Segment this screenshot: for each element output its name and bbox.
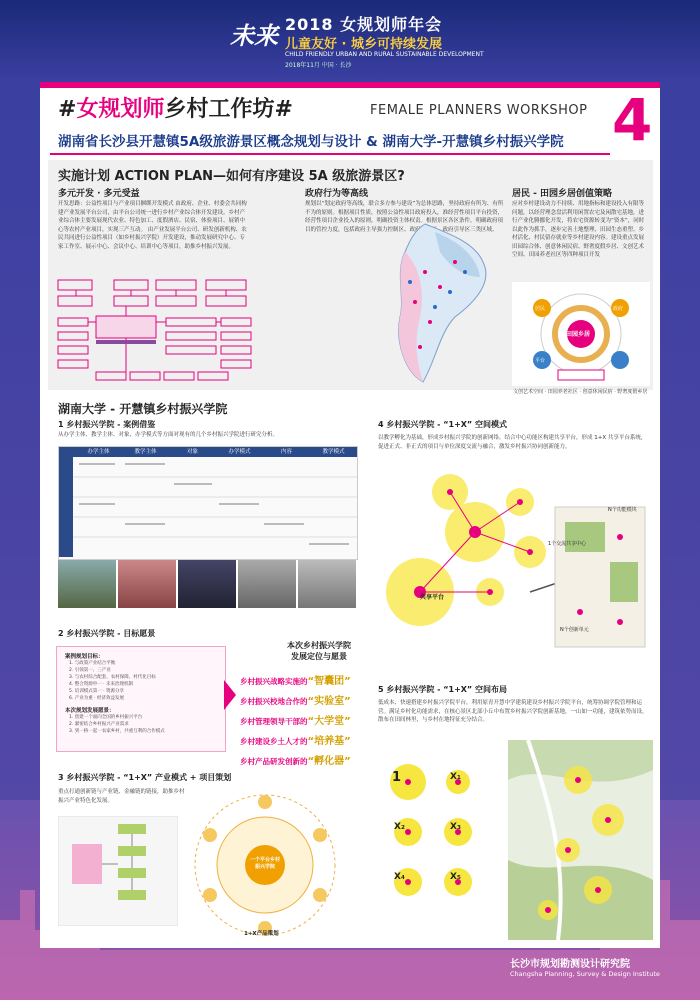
- vision-title-line1: 本次乡村振兴学院: [287, 641, 351, 650]
- case-goal-2: 2. 引领第一、三产业: [69, 668, 111, 673]
- project-label-3: 创意休闲民宿: [582, 389, 613, 395]
- project-label-1: 文创艺术空间: [513, 389, 544, 395]
- case-goal-4: 4. 整合资源申一 · 未来治理机制: [69, 682, 134, 687]
- vision-line-5: [240, 752, 390, 772]
- th-audience: 对象: [186, 449, 198, 455]
- case-goals-title: 案例规划目标：: [65, 654, 104, 660]
- plan-goal-1: 1. 创建一个面向全国的乡村振兴平台: [69, 715, 143, 720]
- plan-goal-2: 2. 紧密结合乡村振兴产业需求: [69, 722, 129, 727]
- vision-list: [240, 672, 390, 772]
- case-goal-3: 3. 与农村综合配套、农村保障、村代化目标: [69, 675, 156, 680]
- diagram-label-government: 政府: [613, 306, 624, 312]
- case-table-header: [59, 447, 357, 457]
- space-label-modules: N个功能模块: [608, 507, 637, 513]
- plan-goals-list: [69, 714, 225, 735]
- th-teaching-body: 教学主体: [134, 449, 157, 455]
- goals-box: [56, 646, 226, 752]
- photo-campus: [58, 560, 116, 608]
- poster-en-title: FEMALE PLANNERS WORKSHOP: [370, 103, 588, 118]
- wheel-caption: 1+X产品策划: [244, 931, 279, 937]
- vision-line-4: [240, 732, 390, 752]
- photo-gate: [118, 560, 176, 608]
- case-goals-list: [69, 660, 225, 702]
- project-label-2: 田园养老社区: [547, 389, 578, 395]
- th-teaching-mode: 教学模式: [322, 449, 345, 455]
- top-accent-bar: [40, 82, 660, 88]
- masterplan-map: [508, 740, 653, 940]
- space-label-units: N个创新单元: [560, 627, 589, 633]
- th-content: 内容: [280, 449, 292, 455]
- diagram-center-label: 田园乡居: [566, 331, 591, 338]
- institute-name: 长沙市规划勘测设计研究院: [510, 959, 630, 970]
- photo-ceremony: [178, 560, 236, 608]
- col2-text-top: 规划以“划定政府等高线，联合多方参与建设”为总体思路，坚持政府有所为、有所不为的原则。根据项目性质，按照公益性项目政府投入，准经营性项目平台投资，经营性项目企业投入的原则，明确投资主体权责。根据景区各区条件，明确政府项目的管控力度，包括政府主导强力控制区、政府控制区、政府引导区三类区域。: [305, 201, 504, 233]
- plan-goal-3: 3. 到一桥一起一农家乡村，共重互利的合作模式: [69, 729, 165, 734]
- layout-label-x5: X₅: [450, 872, 461, 882]
- vision-line-3: [240, 712, 390, 732]
- section2-title: 2 乡村振兴学院 - 目标愿景: [58, 629, 156, 638]
- col3-title: 居民 - 田园乡居创值策略: [512, 189, 613, 199]
- vision-line-2: [240, 692, 390, 712]
- case-table-body: [59, 457, 357, 557]
- space-label-center: 1个交流共享中心: [548, 541, 587, 547]
- case-photo-strip: [58, 560, 356, 608]
- section4-title: 4 乡村振兴学院 - “1+X” 空间模式: [378, 420, 507, 429]
- col2-title: 政府行为等高线: [305, 189, 369, 199]
- section5-title: 5 乡村振兴学院 - “1+X” 空间布局: [378, 685, 507, 694]
- industry-model-chart: [58, 816, 178, 926]
- vision-em-1: “智囊团”: [307, 676, 351, 687]
- layout-label-x3: X₃: [450, 822, 461, 832]
- plan-goals-title: 本次规划发展愿景：: [65, 708, 115, 714]
- vision-prefix-4: 乡村建设乡土人才的: [240, 737, 308, 746]
- vision-em-5: “孵化器”: [307, 756, 351, 767]
- goals-arrow-icon: [224, 680, 236, 710]
- poster-subtitle: 湖南省长沙县开慧镇5A级旅游景区概念规划与设计 & 湖南大学-开慧镇乡村振兴学院: [58, 134, 564, 150]
- vision-prefix-3: 乡村管理领导干部的: [240, 717, 308, 726]
- section1-title: 1 乡村振兴学院 - 案例借鉴: [58, 420, 156, 429]
- conference-en-subtitle: CHILD FRIENDLY URBAN AND RURAL SUSTAINABLE DEVELOPMENT: [285, 51, 484, 58]
- wheel-center-label: 一个平台乡村振兴学院: [249, 857, 280, 870]
- vision-em-2: “实验室”: [307, 696, 351, 707]
- th-organizer: 办学主体: [87, 449, 110, 455]
- vision-prefix-5: 乡村产品研发创新的: [240, 757, 308, 766]
- poster-title: [58, 92, 293, 123]
- vision-prefix-2: 乡村振兴校地合作的: [240, 697, 308, 706]
- vision-em-4: “培养基”: [307, 736, 351, 747]
- photo-plaque: [298, 560, 356, 608]
- diagram-label-projects: 文创艺术空间 · 田园养老社区 · 创意休闲民宿 · 野奢度假乡居: [513, 389, 648, 395]
- title-hash: #: [58, 97, 77, 122]
- conference-title: 2018 女规划师年会: [285, 15, 443, 34]
- poster-number: 4: [612, 86, 653, 154]
- conference-logo: 未来: [230, 21, 278, 50]
- layout-label-x2: X₂: [394, 822, 405, 832]
- vision-title: [254, 640, 384, 662]
- vision-title-line2: 发展定位与愿景: [291, 652, 347, 661]
- case-table: [58, 446, 358, 560]
- development-flowchart: [56, 278, 256, 384]
- institute-en-name: Changsha Planning, Survey & Design Institute: [510, 970, 660, 978]
- conference-subtitle: 儿童友好 · 城乡可持续发展: [285, 37, 442, 52]
- section3-text: 重点打通创新链与产业链、金融链的链接，助推乡村振兴产业特色化发展。: [58, 789, 185, 804]
- title-highlight: 女规划师: [76, 97, 165, 122]
- photo-meeting: [238, 560, 296, 608]
- case-goal-6: 6. 产业为重 · 经济效益发展: [69, 696, 125, 701]
- case-goal-5: 5. 培训模式第一 · 资源分享: [69, 689, 125, 694]
- vision-prefix-1: 乡村振兴战略实施的: [240, 677, 308, 686]
- action-plan-heading: 实施计划 ACTION PLAN—如何有序建设 5A 级旅游景区?: [58, 169, 405, 184]
- space-label-platform: 共享平台: [420, 594, 445, 601]
- diagram-label-platform: 平台: [535, 358, 546, 364]
- col1-text: 开发思路：公益性项目与产业项目捆绑开发模式 由政府、企业、村委会共同构建产业发展平台公司，由平台公司统一进行乡村产业综合体开发建设。乡村产业综合体主要发展现代农业、特色加工、度假酒店、民宿、体验项目、展销中心等农村产业项目，实现三产互动。 由产业发展平台公司、研发创新机构、农民共同进行公益性项目（如乡村振兴学院）开发建设，推动发展研究中心、专家工作室、展示中心、会议中心、培训中心等项目，助推乡村振兴发展。: [58, 201, 247, 250]
- vision-em-3: “大学堂”: [307, 716, 351, 727]
- project-label-4: 野奢度假乡居: [617, 389, 648, 395]
- th-mode: 办学模式: [228, 449, 251, 455]
- col1-title: 多元开发 · 多元受益: [58, 189, 140, 199]
- layout-label-1: 1: [392, 770, 402, 785]
- layout-label-x4: X₄: [394, 872, 405, 882]
- title-rest: 乡村工作坊#: [164, 97, 293, 122]
- conference-date: 2018年11月 中国 · 长沙: [285, 62, 352, 69]
- academy-heading: 湖南大学 - 开慧镇乡村振兴学院: [58, 402, 228, 416]
- layout-label-x1: X₁: [450, 772, 461, 782]
- diagram-label-residents: 居民: [535, 306, 546, 312]
- case-goal-1: 1. 与政策产业结合平衡: [69, 661, 116, 666]
- vision-line-1: [240, 672, 390, 692]
- section5-text: 低成本、快速搭建乡村振兴学院平台，利用原青开慧中学建筑建设乡村振兴学院平台，统筹协调学院管理和运营。满足乡村化功能需求，在核心景区北部小丘中布置乡村振兴学院创新基地，一山如一功能，建筑依势而设，散布在田间林里，与乡村在地特征充分结合。: [378, 700, 648, 723]
- control-zones-map: [365, 222, 505, 387]
- title-divider: [50, 153, 610, 155]
- col3-text: 应对乡村建设动力不持续、用地指标和建设投入有限等问题，以经营理念盘活利用闲置农宅及闲散宅基地，进行产业化腾挪化开发，将农宅资源转变为“资本”，同时以此作为抓手，逐步完善土地整理、田园生态重塑、乡村活化、村民留存就业等乡村建设内容。建设重点发展田园综合体、创意休闲民宿、野奢度假乡居、文创艺术空间、田园养老社区等四种项目开发: [512, 201, 645, 258]
- space-mode-diagram: [380, 462, 650, 652]
- section1-text: 从办学主体、教学主体、对象、办学模式等方面对现有的几个乡村振兴学院进行研究分析。: [58, 432, 279, 438]
- section4-text: 以教学孵化为基础，形成乡村振兴学院的创新网络。结合中心功能区构建共享平台，形成 1+X 共享平台系统，促进正式、非正式的项目与单位深度交流与融合，激发乡村振兴协同创新能力。: [378, 435, 647, 450]
- section3-title: 3 乡村振兴学院 - “1+X” 产业模式 + 项目策划: [58, 773, 232, 782]
